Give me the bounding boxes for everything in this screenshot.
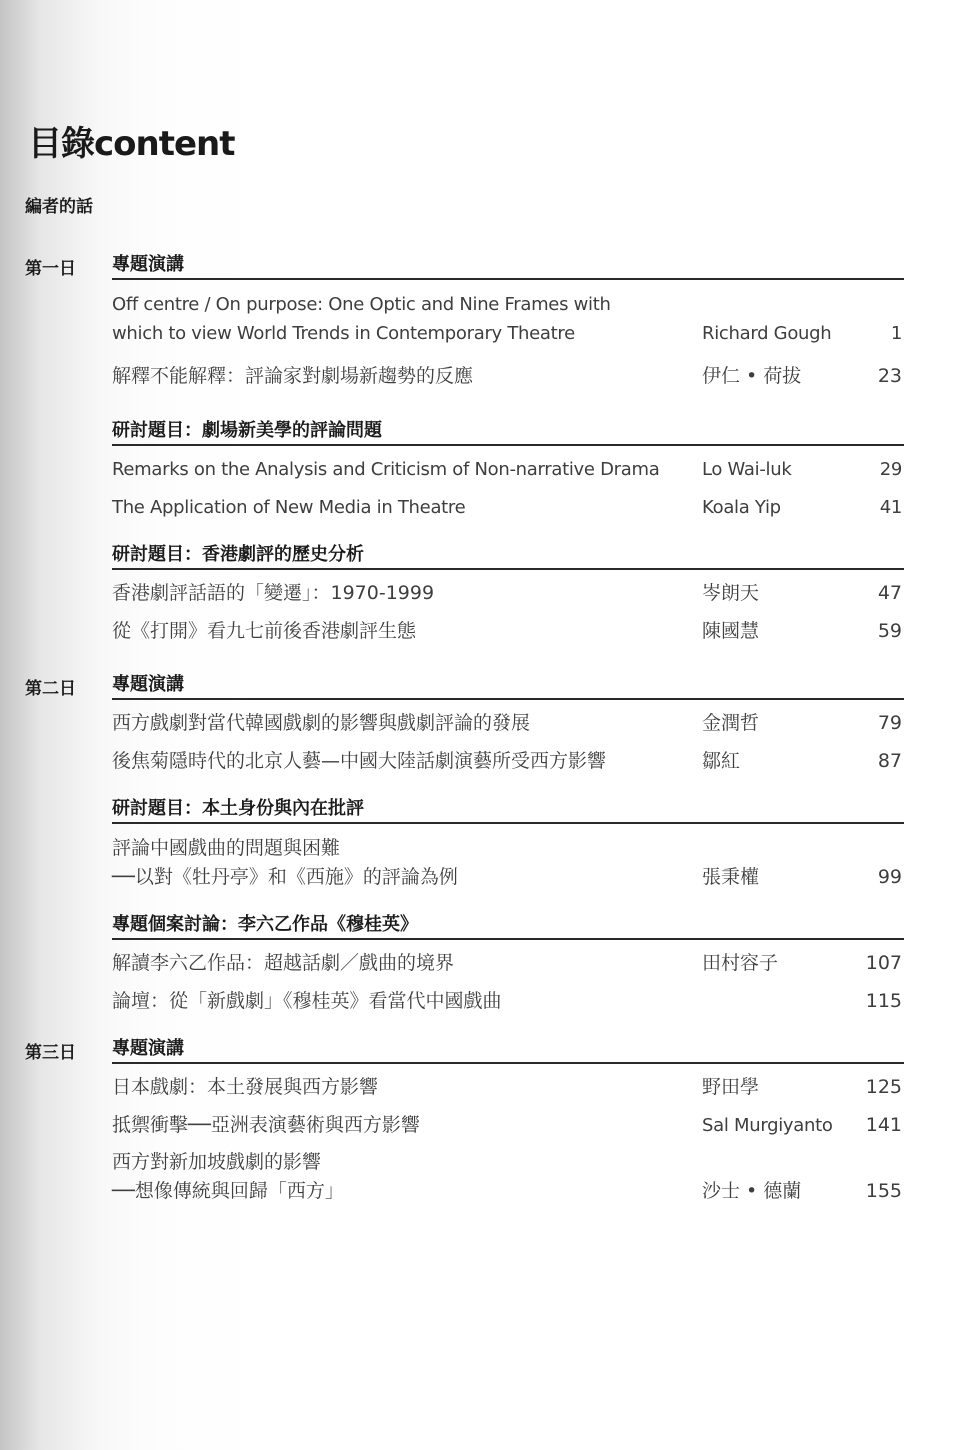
toc-entry[interactable]: [112, 986, 904, 1016]
entry-author: Lo Wai-luk: [702, 459, 792, 480]
entry-page-number: 29: [879, 459, 902, 480]
toc-entry[interactable]: [112, 1110, 904, 1140]
entry-title: 評論中國戲曲的問題與困難 ──以對《牡丹亭》和《西施》的評論為例: [112, 837, 458, 888]
section-heading: [112, 1038, 904, 1064]
entry-page-number: 41: [879, 497, 902, 518]
entry-title: The Application of New Media in Theatre: [112, 497, 466, 518]
entry-title: 西方戲劇對當代韓國戲劇的影響與戲劇評論的發展: [112, 712, 531, 734]
entry-page-number: 59: [877, 620, 902, 642]
toc-entry[interactable]: [112, 616, 904, 646]
entry-page-number: 1: [890, 323, 902, 344]
toc-entry[interactable]: [112, 832, 904, 892]
entry-title: 後焦菊隱時代的北京人藝—中國大陸話劇演藝所受西方影響: [112, 750, 607, 772]
toc-entry[interactable]: [112, 361, 904, 391]
entry-title: 抵禦衝擊──亞洲表演藝術與西方影響: [112, 1114, 420, 1136]
entry-title: 解釋不能解釋：評論家對劇場新趨勢的反應: [112, 365, 474, 387]
section-title: 專題演講: [112, 1038, 184, 1059]
entry-page-number: 115: [865, 990, 902, 1012]
page-title: 目錄content: [28, 124, 235, 164]
entry-author: 伊仁 • 荷拔: [702, 365, 802, 387]
entry-author: Koala Yip: [702, 497, 781, 518]
toc-entry[interactable]: [112, 288, 904, 348]
section-title: 研討題目：本土身份與內在批評: [112, 798, 364, 819]
entry-author: 沙士 • 德蘭: [702, 1180, 802, 1202]
section-heading: [112, 674, 904, 700]
toc-entry[interactable]: [112, 1146, 904, 1206]
entry-page-number: 99: [877, 866, 902, 888]
section-heading: [112, 254, 904, 280]
entry-title: 香港劇評話語的「變遷」：1970-1999: [112, 582, 435, 604]
entry-page-number: 79: [877, 712, 902, 734]
toc-entry[interactable]: [112, 578, 904, 608]
entry-page-number: 23: [877, 365, 902, 387]
entry-title: Remarks on the Analysis and Criticism of Non-narrative Drama: [112, 459, 660, 480]
entry-author: Richard Gough: [702, 323, 832, 344]
toc-entry[interactable]: [112, 492, 904, 522]
section-title: 研討題目：劇場新美學的評論問題: [112, 420, 382, 441]
entry-title: Off centre / On purpose: One Optic and Nine Frames with which to view World Trends in Contemporary Theatre: [112, 294, 611, 344]
section-heading: [112, 914, 904, 940]
entry-author: 陳國慧: [702, 620, 760, 642]
entry-author: 野田學: [702, 1076, 760, 1098]
section-title: 專題演講: [112, 254, 184, 275]
entry-author: 鄒紅: [702, 750, 741, 772]
section-heading: [112, 544, 904, 570]
toc-entry[interactable]: [112, 746, 904, 776]
section-heading: [112, 798, 904, 824]
toc-entry[interactable]: [112, 1072, 904, 1102]
entry-page-number: 155: [865, 1180, 902, 1202]
day-label: 第三日: [25, 1043, 76, 1063]
entry-author: 張秉權: [702, 866, 760, 888]
toc-entry[interactable]: [112, 454, 904, 484]
entry-page-number: 107: [865, 952, 902, 974]
entry-page-number: 47: [877, 582, 902, 604]
section-title: 專題演講: [112, 674, 184, 695]
day-label: 第二日: [25, 679, 76, 699]
entry-author: Sal Murgiyanto: [702, 1115, 833, 1136]
entry-page-number: 87: [877, 750, 902, 772]
section-heading: [112, 420, 904, 446]
entry-title: 西方對新加坡戲劇的影響 ──想像傳統與回歸「西方」: [112, 1151, 344, 1202]
entry-author: 岑朗天: [702, 582, 760, 604]
toc-entry[interactable]: [112, 948, 904, 978]
section-title: 研討題目：香港劇評的歷史分析: [112, 544, 364, 565]
entry-author: 田村容子: [702, 952, 779, 974]
section-title: 專題個案討論：李六乙作品《穆桂英》: [112, 914, 418, 935]
entry-page-number: 125: [865, 1076, 902, 1098]
day-label: 第一日: [25, 259, 76, 279]
editor-note-entry[interactable]: 編者的話: [25, 197, 93, 217]
entry-author: 金潤哲: [702, 712, 760, 734]
entry-title: 論壇：從「新戲劇」《穆桂英》看當代中國戲曲: [112, 990, 502, 1012]
entry-title: 從《打開》看九七前後香港劇評生態: [112, 620, 417, 642]
toc-entry[interactable]: [112, 708, 904, 738]
entry-title: 日本戲劇：本土發展與西方影響: [112, 1076, 379, 1098]
entry-title: 解讀李六乙作品：超越話劇／戲曲的境界: [112, 952, 455, 974]
entry-page-number: 141: [865, 1114, 902, 1136]
